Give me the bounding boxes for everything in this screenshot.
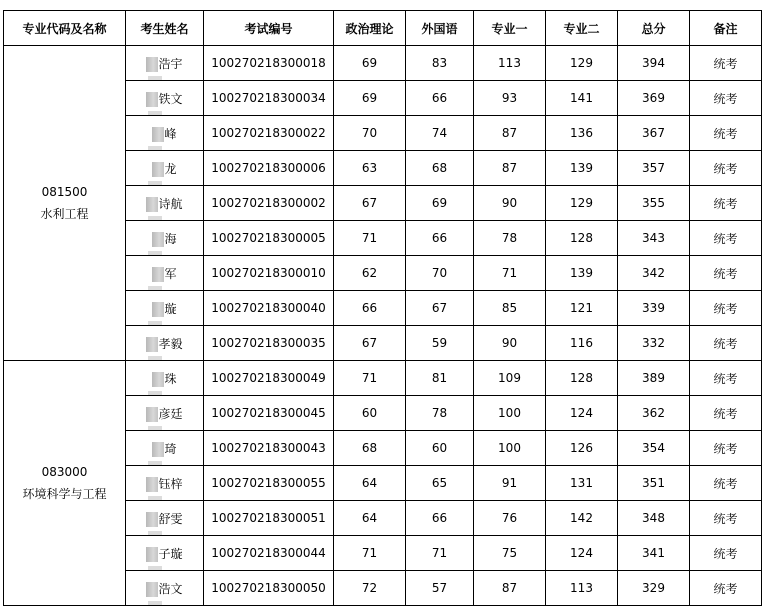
- table-row: [4, 46, 762, 81]
- major2-cell: 142: [546, 501, 618, 536]
- note-cell: 统考: [690, 361, 762, 396]
- total-cell: 357: [618, 151, 690, 186]
- redaction-mark: [146, 92, 158, 107]
- politics-cell: 67: [334, 326, 406, 361]
- student-name: 龙: [164, 161, 177, 176]
- major1-cell: 100: [474, 396, 546, 431]
- language-cell: 66: [406, 221, 474, 256]
- exam-id-cell: 100270218300022: [204, 116, 334, 151]
- major1-cell: 90: [474, 186, 546, 221]
- major1-cell: 113: [474, 46, 546, 81]
- redaction-mark: [146, 547, 158, 562]
- language-cell: 69: [406, 186, 474, 221]
- language-cell: 67: [406, 291, 474, 326]
- note-cell: 统考: [690, 81, 762, 116]
- note-cell: 统考: [690, 431, 762, 466]
- total-cell: 394: [618, 46, 690, 81]
- language-cell: 74: [406, 116, 474, 151]
- redaction-mark: [146, 582, 158, 597]
- language-cell: 70: [406, 256, 474, 291]
- politics-cell: 71: [334, 221, 406, 256]
- header-exam-id: 考试编号: [204, 11, 334, 46]
- student-name-cell: [126, 536, 204, 571]
- language-cell: 83: [406, 46, 474, 81]
- major2-cell: 116: [546, 326, 618, 361]
- total-cell: 341: [618, 536, 690, 571]
- redaction-mark: [152, 302, 164, 317]
- major-code: 083000: [41, 465, 88, 479]
- student-name: 浩文: [158, 581, 183, 596]
- student-name: 军: [164, 266, 177, 281]
- header-note: 备注: [690, 11, 762, 46]
- major1-cell: 78: [474, 221, 546, 256]
- total-cell: 332: [618, 326, 690, 361]
- header-politics: 政治理论: [334, 11, 406, 46]
- politics-cell: 70: [334, 116, 406, 151]
- major2-cell: 139: [546, 151, 618, 186]
- total-cell: 355: [618, 186, 690, 221]
- redaction-mark: [146, 477, 158, 492]
- major1-cell: 87: [474, 151, 546, 186]
- note-cell: 统考: [690, 466, 762, 501]
- student-name-cell: [126, 431, 204, 466]
- student-name-cell: [126, 186, 204, 221]
- table-row: [4, 361, 762, 396]
- redaction-mark: [146, 407, 158, 422]
- politics-cell: 66: [334, 291, 406, 326]
- student-name: 舒雯: [158, 511, 183, 526]
- politics-cell: 64: [334, 466, 406, 501]
- total-cell: 339: [618, 291, 690, 326]
- major2-cell: 124: [546, 536, 618, 571]
- header-total: 总分: [618, 11, 690, 46]
- student-name: 海: [164, 231, 177, 246]
- language-cell: 78: [406, 396, 474, 431]
- header-row: [4, 11, 762, 46]
- exam-id-cell: 100270218300010: [204, 256, 334, 291]
- student-name: 钰梓: [158, 476, 183, 491]
- note-cell: 统考: [690, 186, 762, 221]
- major-name: 环境科学与工程: [22, 487, 107, 501]
- language-cell: 71: [406, 536, 474, 571]
- student-name: 孝毅: [158, 336, 183, 351]
- student-name-cell: [126, 151, 204, 186]
- redaction-mark: [152, 162, 164, 177]
- header-major1: 专业一: [474, 11, 546, 46]
- student-name: 琦: [164, 441, 177, 456]
- major1-cell: 90: [474, 326, 546, 361]
- redaction-mark: [146, 337, 158, 352]
- politics-cell: 63: [334, 151, 406, 186]
- exam-id-cell: 100270218300018: [204, 46, 334, 81]
- total-cell: 329: [618, 571, 690, 606]
- politics-cell: 69: [334, 46, 406, 81]
- major2-cell: 129: [546, 46, 618, 81]
- note-cell: 统考: [690, 571, 762, 606]
- student-name-cell: [126, 291, 204, 326]
- major-code: 081500: [41, 185, 88, 199]
- politics-cell: 67: [334, 186, 406, 221]
- header-major2: 专业二: [546, 11, 618, 46]
- redaction-mark: [152, 372, 164, 387]
- exam-id-cell: 100270218300005: [204, 221, 334, 256]
- student-name-cell: [126, 361, 204, 396]
- note-cell: 统考: [690, 396, 762, 431]
- politics-cell: 72: [334, 571, 406, 606]
- language-cell: 81: [406, 361, 474, 396]
- exam-id-cell: 100270218300002: [204, 186, 334, 221]
- total-cell: 354: [618, 431, 690, 466]
- language-cell: 60: [406, 431, 474, 466]
- student-name-cell: [126, 81, 204, 116]
- student-name-cell: [126, 501, 204, 536]
- student-name-cell: [126, 466, 204, 501]
- major2-cell: 139: [546, 256, 618, 291]
- total-cell: 351: [618, 466, 690, 501]
- major1-cell: 71: [474, 256, 546, 291]
- student-name-cell: [126, 256, 204, 291]
- total-cell: 369: [618, 81, 690, 116]
- politics-cell: 68: [334, 431, 406, 466]
- note-cell: 统考: [690, 501, 762, 536]
- redaction-mark: [146, 512, 158, 527]
- major2-cell: 124: [546, 396, 618, 431]
- table-body: [4, 46, 762, 606]
- note-cell: 统考: [690, 291, 762, 326]
- redaction-mark: [146, 197, 158, 212]
- major1-cell: 76: [474, 501, 546, 536]
- header-language: 外国语: [406, 11, 474, 46]
- major2-cell: 113: [546, 571, 618, 606]
- student-name-cell: [126, 396, 204, 431]
- politics-cell: 71: [334, 361, 406, 396]
- student-name-cell: [126, 116, 204, 151]
- exam-id-cell: 100270218300034: [204, 81, 334, 116]
- major1-cell: 75: [474, 536, 546, 571]
- total-cell: 362: [618, 396, 690, 431]
- note-cell: 统考: [690, 326, 762, 361]
- major2-cell: 126: [546, 431, 618, 466]
- student-name: 璇: [164, 301, 177, 316]
- note-cell: 统考: [690, 151, 762, 186]
- exam-id-cell: 100270218300044: [204, 536, 334, 571]
- note-cell: 统考: [690, 256, 762, 291]
- redaction-mark: [148, 601, 162, 606]
- exam-id-cell: 100270218300045: [204, 396, 334, 431]
- language-cell: 66: [406, 501, 474, 536]
- language-cell: 65: [406, 466, 474, 501]
- exam-id-cell: 100270218300040: [204, 291, 334, 326]
- total-cell: 348: [618, 501, 690, 536]
- major-name: 水利工程: [40, 207, 89, 221]
- major1-cell: 93: [474, 81, 546, 116]
- student-name: 浩宇: [158, 56, 183, 71]
- student-name: 彦廷: [158, 406, 183, 421]
- major2-cell: 141: [546, 81, 618, 116]
- student-name: 峰: [164, 126, 177, 141]
- politics-cell: 60: [334, 396, 406, 431]
- major1-cell: 87: [474, 116, 546, 151]
- exam-id-cell: 100270218300035: [204, 326, 334, 361]
- total-cell: 342: [618, 256, 690, 291]
- major2-cell: 129: [546, 186, 618, 221]
- redaction-mark: [152, 267, 164, 282]
- politics-cell: 71: [334, 536, 406, 571]
- exam-id-cell: 100270218300006: [204, 151, 334, 186]
- exam-id-cell: 100270218300051: [204, 501, 334, 536]
- score-table: [3, 10, 762, 606]
- major2-cell: 131: [546, 466, 618, 501]
- total-cell: 343: [618, 221, 690, 256]
- politics-cell: 62: [334, 256, 406, 291]
- header-name: 考生姓名: [126, 11, 204, 46]
- student-name: 子璇: [158, 546, 183, 561]
- exam-id-cell: 100270218300049: [204, 361, 334, 396]
- student-name: 珠: [164, 371, 177, 386]
- header-major: 专业代码及名称: [4, 11, 126, 46]
- redaction-mark: [152, 442, 164, 457]
- redaction-mark: [152, 127, 164, 142]
- student-name-cell: [126, 326, 204, 361]
- language-cell: 66: [406, 81, 474, 116]
- note-cell: 统考: [690, 536, 762, 571]
- student-name-cell: [126, 46, 204, 81]
- major1-cell: 91: [474, 466, 546, 501]
- note-cell: 统考: [690, 46, 762, 81]
- language-cell: 68: [406, 151, 474, 186]
- total-cell: 389: [618, 361, 690, 396]
- language-cell: 57: [406, 571, 474, 606]
- exam-id-cell: 100270218300043: [204, 431, 334, 466]
- major1-cell: 85: [474, 291, 546, 326]
- exam-id-cell: 100270218300055: [204, 466, 334, 501]
- major2-cell: 121: [546, 291, 618, 326]
- note-cell: 统考: [690, 116, 762, 151]
- major-cell: [4, 46, 126, 361]
- total-cell: 367: [618, 116, 690, 151]
- major2-cell: 136: [546, 116, 618, 151]
- student-name-cell: [126, 571, 204, 606]
- note-cell: 统考: [690, 221, 762, 256]
- politics-cell: 69: [334, 81, 406, 116]
- politics-cell: 64: [334, 501, 406, 536]
- major-cell: [4, 361, 126, 606]
- student-name-cell: [126, 221, 204, 256]
- major1-cell: 109: [474, 361, 546, 396]
- redaction-mark: [146, 57, 158, 72]
- exam-id-cell: 100270218300050: [204, 571, 334, 606]
- redaction-mark: [152, 232, 164, 247]
- student-name: 铁文: [158, 91, 183, 106]
- major1-cell: 100: [474, 431, 546, 466]
- student-name: 诗航: [158, 196, 183, 211]
- major2-cell: 128: [546, 221, 618, 256]
- major1-cell: 87: [474, 571, 546, 606]
- major2-cell: 128: [546, 361, 618, 396]
- language-cell: 59: [406, 326, 474, 361]
